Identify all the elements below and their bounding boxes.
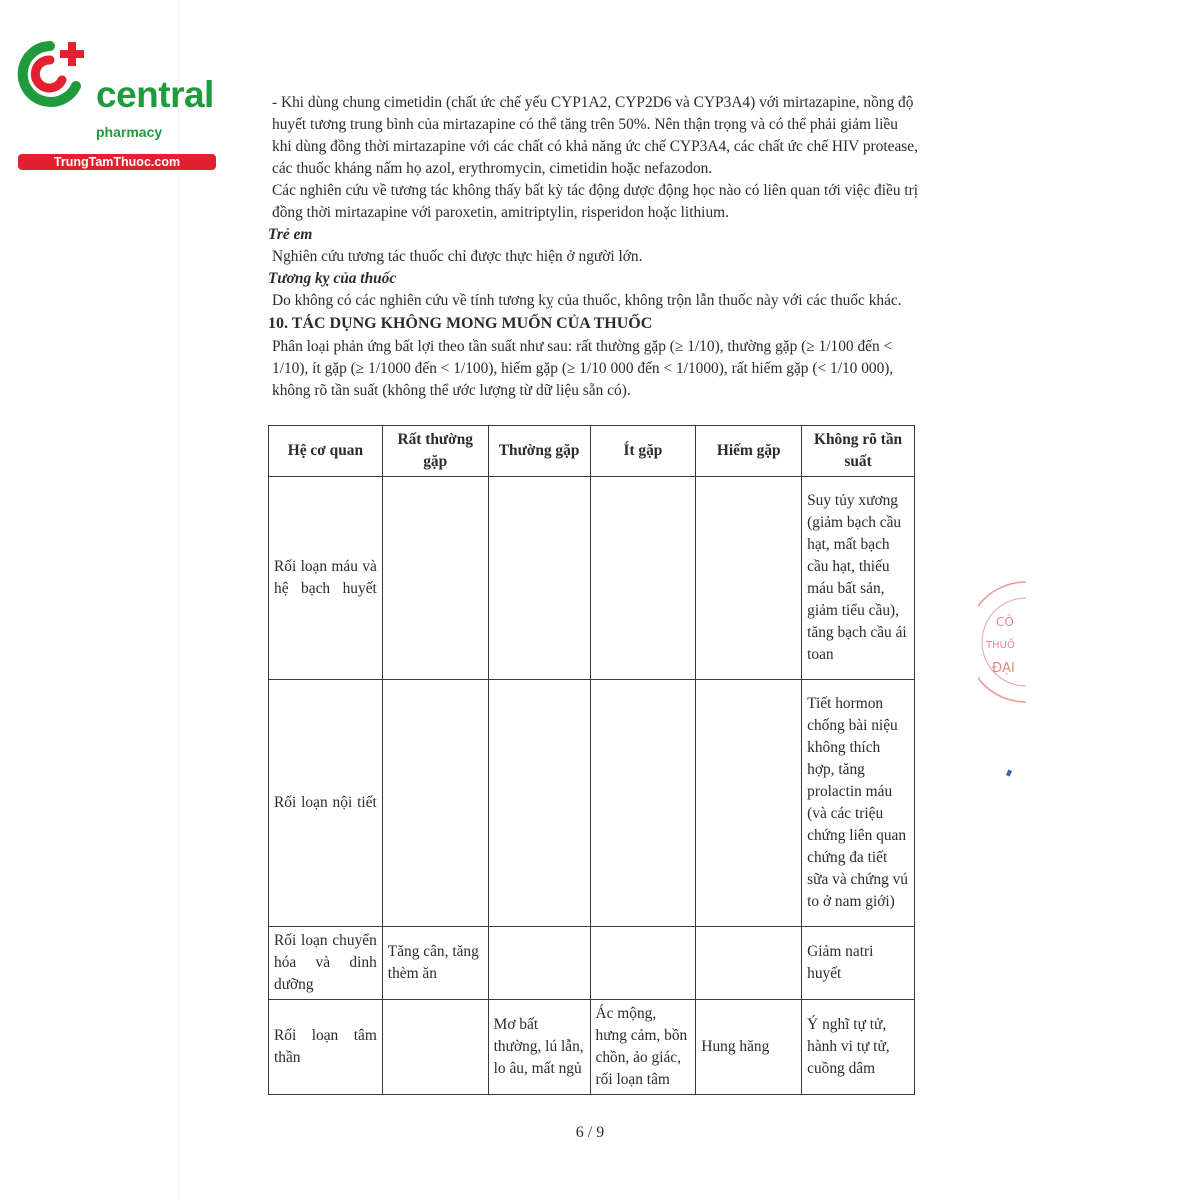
stamp-text-3: ĐẠI	[992, 661, 1015, 676]
header-common: Thường gặp	[488, 426, 590, 477]
section-10-heading: 10. TÁC DỤNG KHÔNG MONG MUỐN CỦA THUỐC	[268, 315, 653, 332]
interaction-paragraph-studies: Các nghiên cứu về tương tác không thấy bất kỳ tác động dược động học nào có liên quan tới việc điều trị đồng thời mirtazapine với paroxetin, amitriptylin, risperidon hoặc lithium.	[272, 182, 919, 221]
table-cell: Rối loạn tâm thần	[269, 1000, 383, 1095]
table-cell	[488, 680, 590, 927]
table-cell: Ác mộng, hưng cảm, bồn chồn, ảo giác, rối loạn tâm	[590, 1000, 696, 1095]
section-10-intro: Phân loại phản ứng bất lợi theo tần suất như sau: rất thường gặp (≥ 1/10), thường gặp (≥ 1/100 đến < 1/10), ít gặp (≥ 1/1000 đến < 1/100), hiếm gặp (≥ 1/10 000 đến < 1/1000), rất hiếm gặp (< 1/10 000), không rõ tần suất (không thể ước lượng từ dữ liệu sẵn có).	[272, 338, 894, 399]
adverse-reactions-table	[268, 425, 915, 1095]
table-cell	[590, 927, 696, 1000]
table-cell: Mơ bất thường, lú lẫn, lo âu, mất ngủ	[488, 1000, 590, 1095]
table-cell: Rối loạn chuyển hóa và dinh dưỡng	[269, 927, 383, 1000]
header-very-common: Rất thường gặp	[382, 426, 488, 477]
header-rare: Hiếm gặp	[696, 426, 802, 477]
table-cell: Hung hăng	[696, 1000, 802, 1095]
table-cell	[696, 680, 802, 927]
table-cell	[382, 477, 488, 680]
brand-website: TrungTamThuoc.com	[18, 154, 216, 170]
page-number: 6 / 9	[575, 1124, 605, 1141]
header-unknown-frequency: Không rõ tần suất	[802, 426, 915, 477]
brand-name: central	[96, 74, 214, 115]
table-row	[269, 927, 915, 1000]
table-cell: Giảm natri huyết	[802, 927, 915, 1000]
central-pharmacy-logo	[8, 36, 223, 169]
stamp-text-1: CÔ	[996, 615, 1014, 629]
table-cell	[382, 680, 488, 927]
table-row	[269, 1000, 915, 1095]
brand-subtitle: pharmacy	[96, 124, 163, 140]
table-cell: Ý nghĩ tự tử, hành vi tự tử, cuồng dâm	[802, 1000, 915, 1095]
table-cell	[590, 680, 696, 927]
table-cell	[488, 927, 590, 1000]
table-cell	[696, 927, 802, 1000]
table-row	[269, 680, 915, 927]
table-cell: Tăng cân, tăng thèm ăn	[382, 927, 488, 1000]
page-edge	[178, 0, 179, 1200]
table-row	[269, 477, 915, 680]
document-body	[268, 92, 920, 402]
table-cell	[382, 1000, 488, 1095]
pharmacy-cross-icon	[10, 38, 88, 110]
table-cell: Rối loạn nội tiết	[269, 680, 383, 927]
table-cell	[696, 477, 802, 680]
table-cell: Tiết hormon chống bài niệu không thích hợp, tăng prolactin máu (và các triệu chứng liên quan chứng đa tiết sữa và chứng vú to ở nam giới)	[802, 680, 915, 927]
table-cell: Rối loạn máu và hệ bạch huyết	[269, 477, 383, 680]
official-stamp	[978, 572, 1028, 712]
stamp-text-2: THUỐ	[986, 640, 1015, 651]
compatibility-heading: Tương kỵ của thuốc	[268, 270, 397, 287]
table-header-row	[269, 426, 915, 477]
ink-speck	[1006, 769, 1012, 776]
table-cell: Suy tủy xương (giảm bạch cầu hạt, mất bạch cầu hạt, thiếu máu bất sản, giảm tiểu cầu), tăng bạch cầu ái toan	[802, 477, 915, 680]
children-heading: Trẻ em	[268, 226, 313, 243]
children-text: Nghiên cứu tương tác thuốc chỉ được thực hiện ở người lớn.	[272, 248, 643, 265]
header-uncommon: Ít gặp	[590, 426, 696, 477]
table-cell	[488, 477, 590, 680]
table-cell	[590, 477, 696, 680]
interaction-paragraph-cimetidine: - Khi dùng chung cimetidin (chất ức chế yếu CYP1A2, CYP2D6 và CYP3A4) với mirtazapine, nồng độ huyết tương trung bình của mirtazapine có thể tăng trên 50%. Nên thận trọng và có thể phải giảm liều khi dùng đồng thời mirtazapine với các chất có khả năng ức chế CYP3A4, các chất ức chế HIV protease, các thuốc kháng nấm họ azol, erythromycin, cimetidin hoặc nefazodon.	[272, 94, 918, 177]
header-organ-system: Hệ cơ quan	[269, 426, 383, 477]
compatibility-text: Do không có các nghiên cứu về tính tương kỵ của thuốc, không trộn lẫn thuốc này với các thuốc khác.	[272, 292, 902, 309]
